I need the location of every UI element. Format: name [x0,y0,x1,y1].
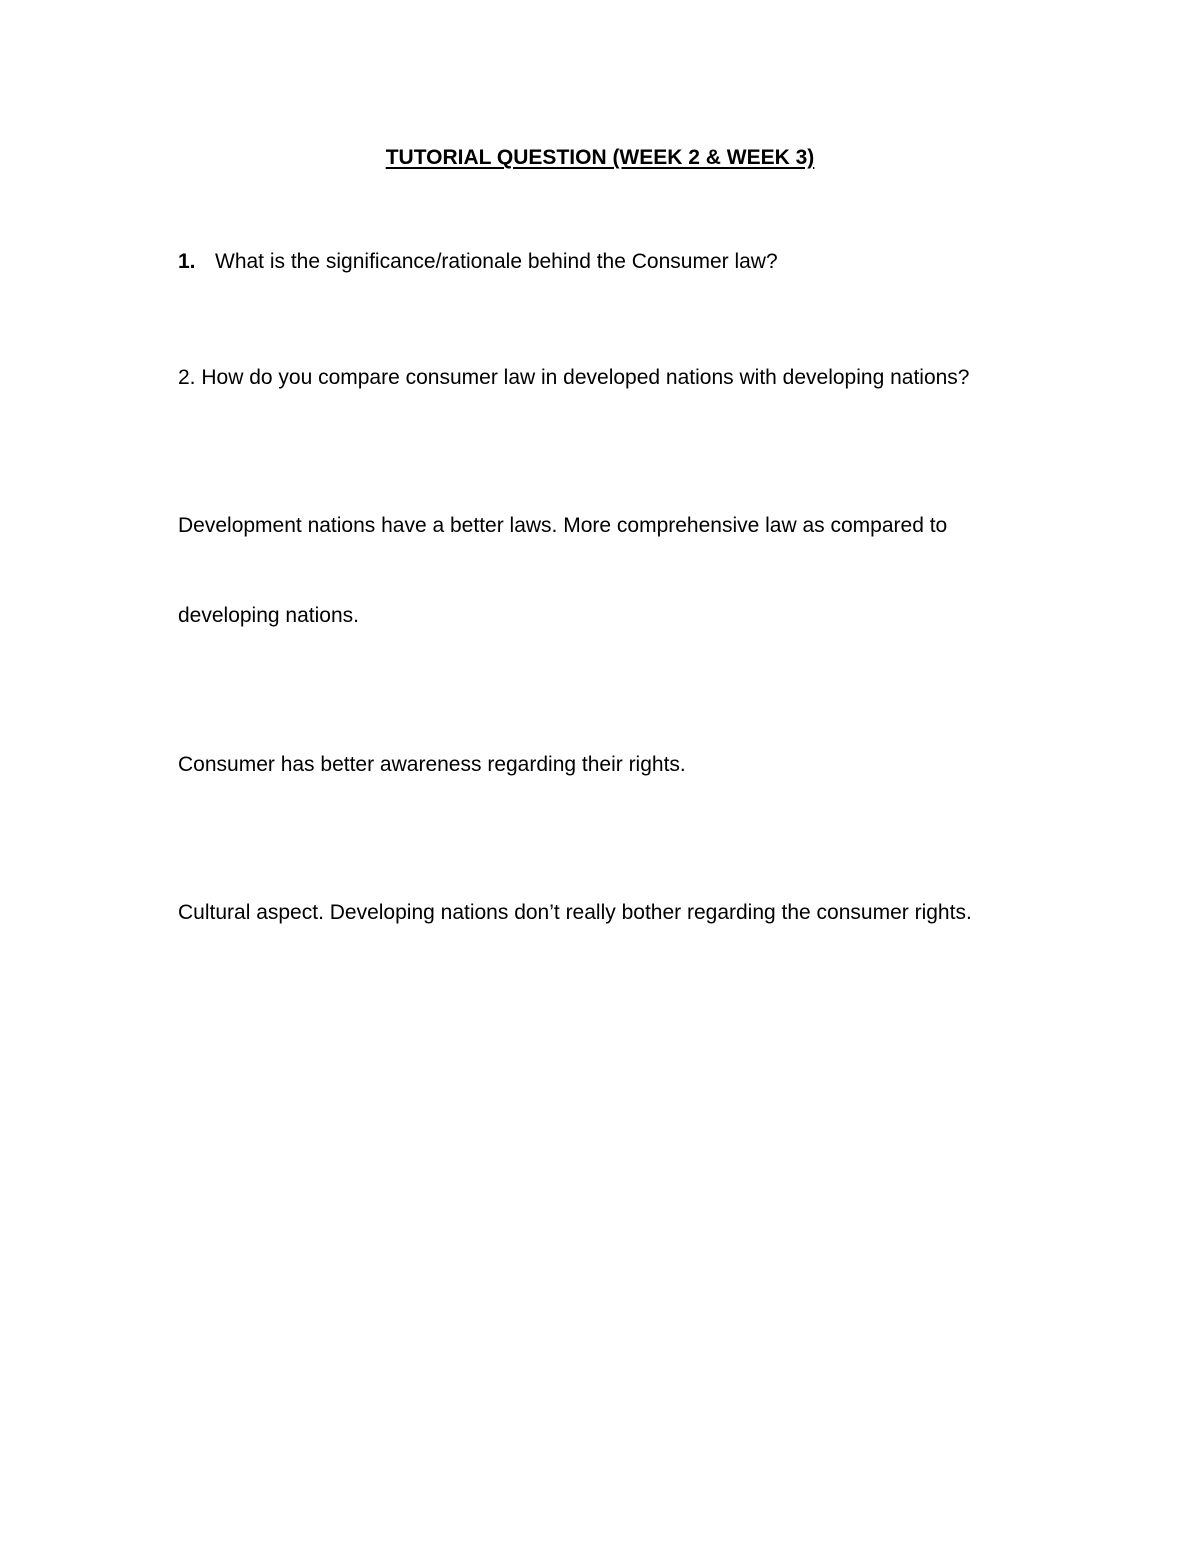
answer-line-3: Consumer has better awareness regarding their rights. [178,753,686,776]
document-title: TUTORIAL QUESTION (WEEK 2 & WEEK 3) [385,146,815,169]
question-1 [178,249,778,275]
answer-line-4: Cultural aspect. Developing nations don’t really bother regarding the consumer rights. [178,901,972,924]
answer-line-2: developing nations. [178,604,359,627]
question-1-number: 1. [178,250,196,273]
question-2: 2. How do you compare consumer law in developed nations with developing nations? [178,366,970,389]
question-1-text: What is the significance/rationale behind the Consumer law? [215,250,778,273]
answer-line-1: Development nations have a better laws. More comprehensive law as compared to [178,514,948,537]
